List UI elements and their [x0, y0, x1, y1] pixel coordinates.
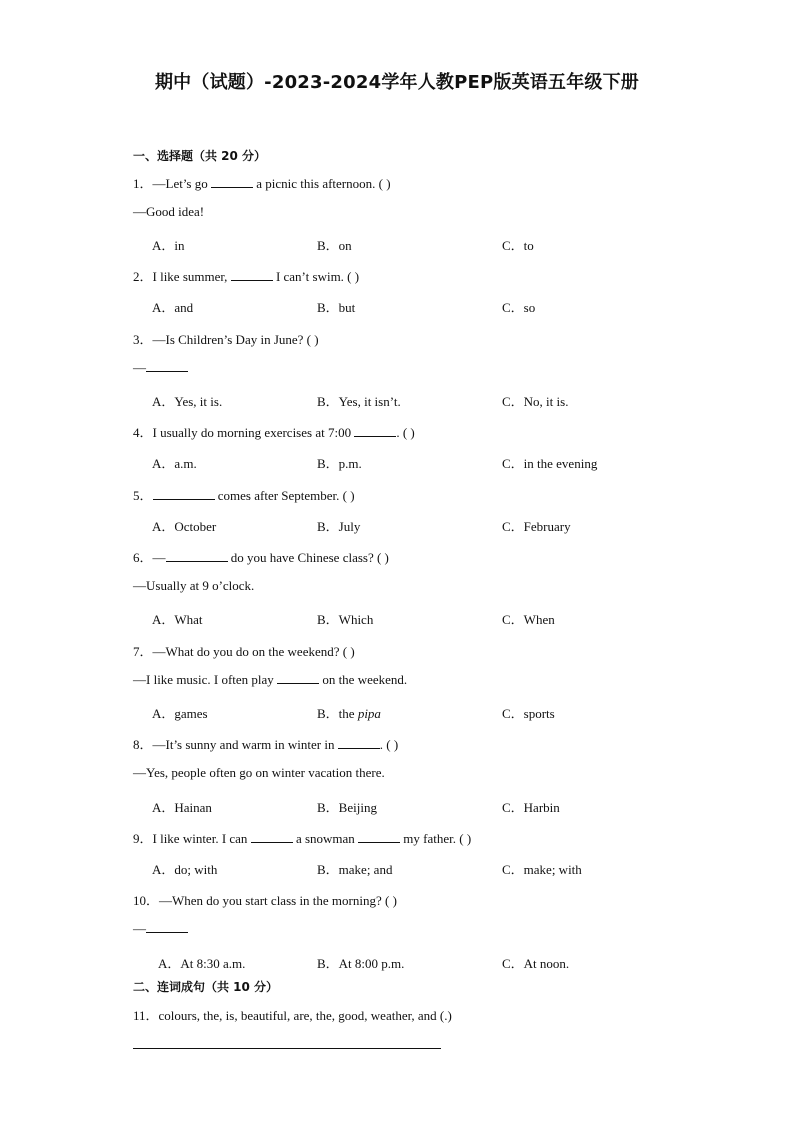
option-a: A．in — [152, 238, 185, 253]
question-text: a picnic this afternoon. ( ) — [253, 176, 391, 191]
option-b: B．Which — [317, 612, 374, 627]
option-c: C．February — [502, 519, 571, 534]
answer-blank — [211, 186, 253, 188]
option-b: B．Yes, it isn’t. — [317, 394, 401, 409]
option-c: C．When — [502, 612, 555, 627]
question-11: 11．colours, the, is, beautiful, are, the, good, weather, and (.) — [133, 1008, 452, 1023]
question-5 — [133, 485, 355, 504]
option-c: C．Harbin — [502, 800, 560, 815]
option-b: B．make; and — [317, 862, 393, 877]
option-a: A．Hainan — [152, 800, 212, 815]
option-text-italic: pipa — [357, 706, 381, 721]
answer-blank — [231, 279, 273, 281]
question-3-reply — [133, 360, 188, 376]
option-b: B．At 8:00 p.m. — [317, 956, 405, 971]
answer-blank — [277, 682, 319, 684]
question-1 — [133, 173, 391, 192]
option-c: C．At noon. — [502, 956, 570, 971]
question-text: 2．I like summer, — [133, 269, 231, 284]
question-3: 3．—Is Children’s Day in June? ( ) — [133, 332, 319, 347]
option-c: C．so — [502, 300, 536, 315]
question-10-reply — [133, 921, 188, 937]
question-text: — — [133, 360, 146, 375]
section-heading-sentence: 二、连词成句（共 10 分） — [133, 980, 279, 994]
answer-blank — [358, 841, 400, 843]
option-a: A．games — [152, 706, 208, 721]
question-text: I can’t swim. ( ) — [272, 269, 360, 284]
question-8-reply: —Yes, people often go on winter vacation there. — [133, 765, 385, 780]
option-b: B．on — [317, 238, 352, 253]
section-heading-choice: 一、选择题（共 20 分） — [133, 149, 267, 163]
question-text: — — [133, 921, 146, 936]
answer-blank — [338, 747, 380, 749]
option-a: A．and — [152, 300, 194, 315]
question-text: 6．— — [133, 550, 166, 565]
question-text: my father. ( ) — [400, 831, 472, 846]
question-text: 5． — [133, 488, 153, 503]
question-7-reply — [133, 672, 407, 688]
option-a: A．Yes, it is. — [152, 394, 223, 409]
answer-line — [133, 1048, 441, 1049]
question-text: —I like music. I often play — [133, 672, 278, 687]
option-c: C．make; with — [502, 862, 582, 877]
option-a: A．What — [152, 612, 203, 627]
option-b — [317, 703, 381, 722]
answer-blank — [146, 931, 188, 933]
option-a: A．October — [152, 519, 217, 534]
question-10: 10．—When do you start class in the morning? ( ) — [133, 893, 397, 908]
answer-blank — [166, 560, 228, 562]
question-9 — [133, 828, 471, 847]
question-7: 7．—What do you do on the weekend? ( ) — [133, 644, 355, 659]
option-b: B．but — [317, 300, 356, 315]
question-text: do you have Chinese class? ( ) — [227, 550, 389, 565]
option-a: A．a.m. — [152, 456, 197, 471]
option-c: C．sports — [502, 706, 555, 721]
answer-blank — [354, 435, 396, 437]
option-c: C．No, it is. — [502, 394, 569, 409]
question-text: comes after September. ( ) — [214, 488, 355, 503]
answer-blank — [251, 841, 293, 843]
question-text: on the weekend. — [319, 672, 408, 687]
question-text: 1．—Let’s go — [133, 176, 211, 191]
option-b: B．p.m. — [317, 456, 362, 471]
option-b: B．July — [317, 519, 361, 534]
question-text: a snowman — [292, 831, 359, 846]
question-6 — [133, 547, 389, 566]
question-text: 8．—It’s sunny and warm in winter in — [133, 737, 338, 752]
answer-blank — [146, 370, 188, 372]
question-6-reply: —Usually at 9 o’clock. — [133, 578, 255, 593]
option-b: B．Beijing — [317, 800, 377, 815]
option-a: A．do; with — [152, 862, 218, 877]
question-text: 9．I like winter. I can — [133, 831, 251, 846]
question-8 — [133, 734, 398, 753]
question-text: . ( ) — [379, 737, 399, 752]
question-4 — [133, 422, 415, 441]
page-title: 期中（试题）-2023-2024学年人教PEP版英语五年级下册 — [154, 72, 639, 93]
option-a: A．At 8:30 a.m. — [158, 956, 246, 971]
option-text: B．the — [317, 706, 358, 721]
answer-blank — [153, 498, 215, 500]
question-2 — [133, 266, 359, 285]
option-c: C．in the evening — [502, 456, 598, 471]
question-1-reply: —Good idea! — [133, 204, 205, 219]
option-c: C．to — [502, 238, 534, 253]
question-text: 4．I usually do morning exercises at 7:00 — [133, 425, 355, 440]
question-text: . ( ) — [396, 425, 415, 440]
